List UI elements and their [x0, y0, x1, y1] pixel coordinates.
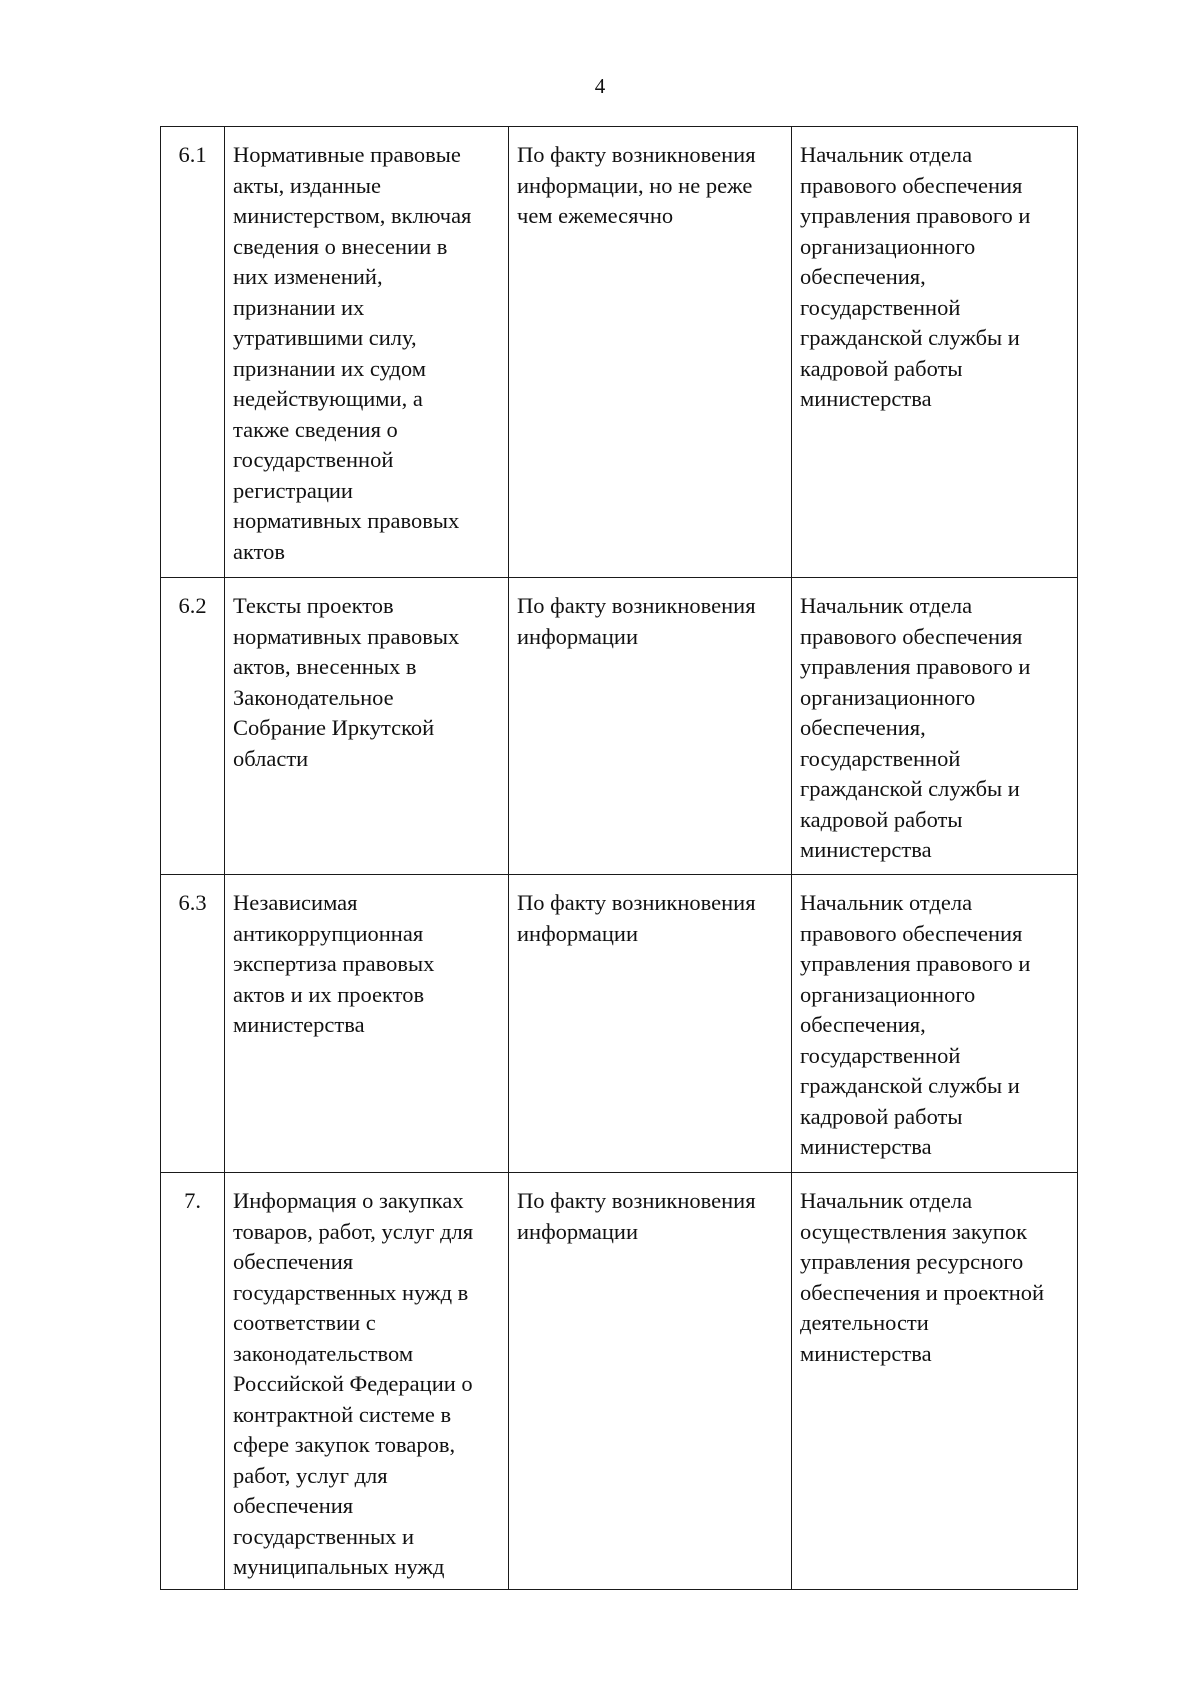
responsible-person: Начальник отдела осуществления закупок управления ресурсного обеспечения и проектной деятельности министерства — [792, 1173, 1078, 1590]
row-number: 6.2 — [161, 578, 225, 875]
row-number: 6.1 — [161, 127, 225, 578]
responsible-person: Начальник отдела правового обеспечения управления правового и организационного обеспечения, государственной гражданской службы и кадровой работы министерства — [792, 127, 1078, 578]
table-row — [161, 875, 1078, 1173]
row-number: 6.3 — [161, 875, 225, 1173]
responsible-person: Начальник отдела правового обеспечения управления правового и организационного обеспечения, государственной гражданской службы и кадровой работы министерства — [792, 875, 1078, 1173]
publication-period: По факту возникновения информации — [509, 875, 792, 1173]
publication-period: По факту возникновения информации — [509, 1173, 792, 1590]
information-name: Тексты проектов нормативных правовых актов, внесенных в Законодательное Собрание Иркутской области — [225, 578, 509, 875]
table-row — [161, 127, 1078, 578]
information-name: Независимая антикоррупционная экспертиза правовых актов и их проектов министерства — [225, 875, 509, 1173]
information-table — [160, 126, 1078, 1590]
row-number: 7. — [161, 1173, 225, 1590]
page-number: 4 — [594, 74, 606, 98]
table-row — [161, 1173, 1078, 1590]
publication-period: По факту возникновения информации — [509, 578, 792, 875]
information-name: Информация о закупках товаров, работ, услуг для обеспечения государственных нужд в соответствии с законодательством Российской Федерации о контрактной системе в сфере закупок товаров, работ, услуг для обеспечения государственных и муниципальных нужд — [225, 1173, 509, 1590]
responsible-person: Начальник отдела правового обеспечения управления правового и организационного обеспечения, государственной гражданской службы и кадровой работы министерства — [792, 578, 1078, 875]
table-row — [161, 578, 1078, 875]
information-name: Нормативные правовые акты, изданные министерством, включая сведения о внесении в них изменений, признании их утратившими силу, признании их судом недействующими, а также сведения о государственной регистрации нормативных правовых актов — [225, 127, 509, 578]
publication-period: По факту возникновения информации, но не реже чем ежемесячно — [509, 127, 792, 578]
